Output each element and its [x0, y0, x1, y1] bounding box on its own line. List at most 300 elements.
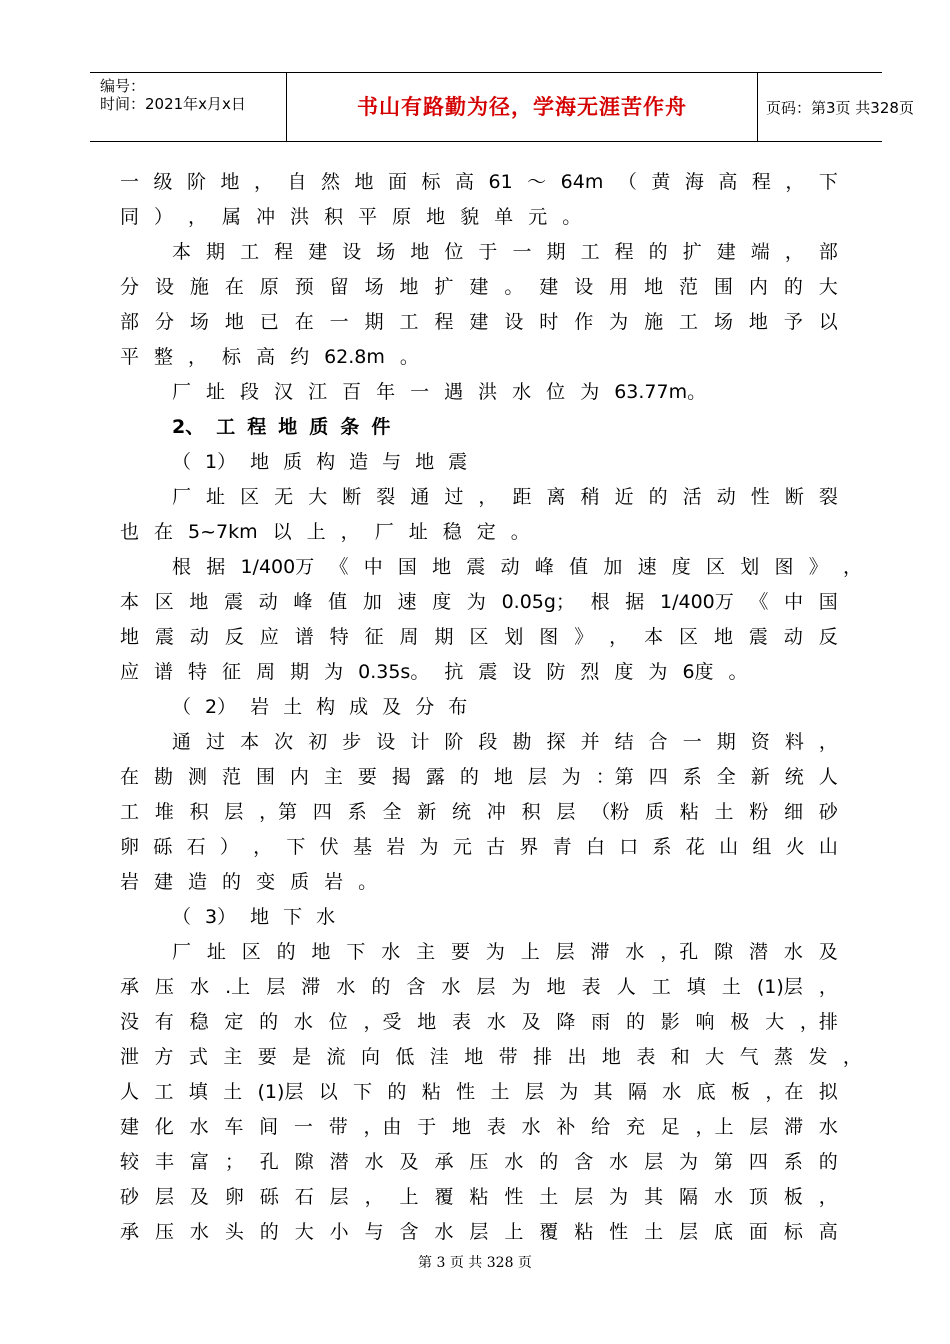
text-token: 带 — [328, 1116, 348, 1138]
text-token: 为 — [324, 661, 344, 683]
text-token: 工 — [240, 241, 260, 263]
text-token: 地 — [250, 451, 270, 473]
text-token: （ — [172, 906, 192, 928]
text-token: 以 — [272, 521, 292, 543]
text-token: 的 — [459, 766, 479, 788]
text-token: 值 — [328, 591, 348, 613]
text-token: 本 — [172, 241, 192, 263]
text-token: 岩 — [250, 696, 270, 718]
text-token: 层 — [329, 1186, 349, 1208]
text-token: 为 — [485, 941, 505, 963]
text-token: 的 — [259, 1011, 279, 1033]
text-token: 本 — [644, 626, 664, 648]
text-token: 勘 — [512, 731, 532, 753]
text-token: 震 — [466, 556, 486, 578]
header-page-cell — [756, 73, 914, 141]
text-token: 水 — [486, 1011, 506, 1033]
text-token: 方 — [154, 1046, 174, 1068]
body-line — [120, 589, 838, 615]
text-token: 影 — [660, 1011, 680, 1033]
text-token: 活 — [682, 486, 702, 508]
text-token: 谱 — [154, 661, 174, 683]
text-token: 带 — [498, 1046, 518, 1068]
text-token: 岩 — [386, 836, 406, 858]
text-token: 稍 — [580, 486, 600, 508]
text-token: ， — [340, 521, 360, 543]
text-token: 响 — [695, 1011, 715, 1033]
text-token: 洪 — [290, 206, 310, 228]
text-token: 合 — [648, 731, 668, 753]
text-token: 上 — [520, 941, 540, 963]
body-line — [120, 1184, 838, 1210]
text-token: 表 — [636, 1046, 656, 1068]
text-token: 地 — [452, 1116, 472, 1138]
text-token: 底 — [696, 1081, 716, 1103]
text-token: 发 — [808, 1046, 828, 1068]
text-token: 是 — [292, 1046, 312, 1068]
body-line — [120, 1219, 838, 1245]
text-token: 土 — [714, 801, 734, 823]
text-token: 层 — [524, 1081, 544, 1103]
time-label: 时间：2021年x月x日 — [100, 95, 246, 113]
text-token: 测 — [187, 766, 207, 788]
text-token: 元 — [452, 836, 472, 858]
text-token: 足 — [660, 1116, 680, 1138]
text-token: 程 — [247, 416, 267, 438]
body-line — [120, 204, 596, 230]
text-token: 层 — [469, 1221, 489, 1243]
body-line — [120, 274, 838, 300]
text-token: 地 — [410, 241, 430, 263]
text-token: 址 — [206, 486, 226, 508]
text-token: 64m — [560, 171, 604, 193]
text-token: 程 — [614, 241, 634, 263]
text-token: 为 — [419, 836, 439, 858]
subsection-heading — [172, 694, 481, 720]
text-token: 稳 — [189, 1011, 209, 1033]
text-token: 岩 — [324, 871, 344, 893]
text-token: 水 — [336, 976, 356, 998]
text-token: ， — [253, 836, 273, 858]
text-token: 扩 — [682, 241, 702, 263]
text-token: 蒸 — [774, 1046, 794, 1068]
text-token: 在 — [154, 521, 174, 543]
body-line — [120, 1114, 838, 1140]
text-token: 层 — [644, 1151, 664, 1173]
text-token: 没 — [120, 1011, 140, 1033]
text-token: 建 — [308, 241, 328, 263]
text-token: 厂 — [172, 941, 192, 963]
text-token: 排 — [533, 1046, 553, 1068]
text-token: （粉 — [591, 801, 630, 823]
text-token: 自 — [287, 171, 307, 193]
page-header — [90, 72, 914, 142]
text-token: 给 — [591, 1116, 611, 1138]
text-token: ，第 — [259, 801, 298, 823]
text-token: 火 — [785, 836, 805, 858]
text-token: 地 — [189, 591, 209, 613]
text-token: 周 — [399, 626, 419, 648]
body-line — [120, 659, 763, 685]
text-token: 隔 — [679, 1186, 699, 1208]
text-token: 系 — [682, 766, 702, 788]
text-token: ， — [785, 171, 805, 193]
text-token: 面 — [388, 171, 408, 193]
text-token: 为 — [679, 1151, 699, 1173]
text-token: 大 — [705, 1046, 725, 1068]
text-token: 区 — [241, 941, 261, 963]
text-token: 平 — [358, 206, 378, 228]
text-token: 水 — [783, 941, 803, 963]
text-token: 及 — [818, 941, 838, 963]
text-token: 动 — [500, 556, 520, 578]
text-token: 《 — [329, 556, 349, 578]
text-token: 层 — [749, 1116, 769, 1138]
text-token: 的 — [222, 871, 242, 893]
text-token: 造 — [188, 871, 208, 893]
text-token: 洪 — [478, 381, 498, 403]
text-token: 区 — [240, 486, 260, 508]
text-token: 于 — [417, 1116, 437, 1138]
text-token: 向 — [360, 1046, 380, 1068]
text-token: 新 — [750, 766, 770, 788]
text-token: 料 — [784, 731, 804, 753]
text-token: 性 — [456, 1081, 476, 1103]
text-token: 予 — [783, 311, 803, 333]
text-token: 土 — [490, 1081, 510, 1103]
text-token: 覆 — [539, 1221, 559, 1243]
text-token: 大 — [294, 1221, 314, 1243]
text-token: 极 — [730, 1011, 750, 1033]
text-token: 板 — [783, 1186, 803, 1208]
text-token: 表 — [486, 1116, 506, 1138]
text-token: 为 — [609, 1186, 629, 1208]
text-token: ，由 — [363, 1116, 402, 1138]
text-token: 雨 — [591, 1011, 611, 1033]
text-token: 也 — [120, 521, 140, 543]
text-token: 主 — [323, 766, 343, 788]
text-token: 水 — [441, 976, 461, 998]
text-token: 水 — [504, 1151, 524, 1173]
text-token: 离 — [546, 486, 566, 508]
body-line — [172, 239, 838, 265]
text-token: 性 — [750, 486, 770, 508]
text-token: 富 — [189, 1151, 209, 1173]
text-token: 烈 — [580, 661, 600, 683]
text-token: 布 — [448, 696, 468, 718]
text-token: 四 — [748, 1151, 768, 1173]
text-token: 山 — [818, 836, 838, 858]
text-token: 区 — [706, 556, 726, 578]
text-token: 隙 — [294, 1151, 314, 1173]
body-line — [120, 1009, 838, 1035]
text-token: 过 — [206, 731, 226, 753]
text-token: 通 — [172, 731, 192, 753]
text-token: 下 — [286, 836, 306, 858]
body-line — [172, 554, 862, 580]
text-token: 标 — [783, 1221, 803, 1243]
text-token: 图 — [774, 556, 794, 578]
text-token: 2、 — [172, 416, 205, 438]
text-token: 震 — [154, 626, 174, 648]
text-token: 地 — [417, 1011, 437, 1033]
text-token: 四 — [648, 766, 668, 788]
text-token: 粉 — [749, 801, 769, 823]
text-token: 与 — [364, 1221, 384, 1243]
text-token: 部 — [818, 241, 838, 263]
text-token: 头 — [224, 1221, 244, 1243]
text-token: (1)层 — [756, 976, 803, 998]
text-token: 白 — [585, 836, 605, 858]
text-token: 工 — [216, 416, 236, 438]
text-token: 貌 — [460, 206, 480, 228]
text-token: 定 — [476, 521, 496, 543]
text-token: .上 — [225, 976, 251, 998]
text-token: 地 — [713, 626, 733, 648]
text-token: 水 — [662, 1081, 682, 1103]
text-token: 1） — [205, 451, 237, 473]
body-line — [120, 869, 392, 895]
text-token: 高 — [718, 171, 738, 193]
text-token: 设 — [504, 311, 524, 333]
text-token: 粘 — [421, 1081, 441, 1103]
subsection-heading — [172, 449, 481, 475]
text-token: 的 — [625, 1011, 645, 1033]
text-token: 滞 — [590, 941, 610, 963]
text-token: 其 — [644, 1186, 664, 1208]
text-token: 泄 — [120, 1046, 140, 1068]
text-token: 山 — [719, 836, 739, 858]
text-token: 场 — [713, 311, 733, 333]
text-token: 积 — [521, 801, 541, 823]
text-token: 细 — [784, 801, 804, 823]
text-token: 地 — [748, 311, 768, 333]
text-token: ， — [478, 486, 498, 508]
text-token: 。 — [510, 521, 530, 543]
text-token: ， — [818, 976, 838, 998]
text-token: 性 — [609, 1221, 629, 1243]
body-line — [120, 834, 838, 860]
text-token: 水 — [316, 906, 336, 928]
text-token: 土 — [644, 1221, 664, 1243]
text-token: 大 — [308, 486, 328, 508]
text-token: 层 — [574, 1186, 594, 1208]
text-token: 化 — [154, 1116, 174, 1138]
text-token: 设 — [342, 241, 362, 263]
text-token: 主 — [223, 1046, 243, 1068]
text-token: 并 — [580, 731, 600, 753]
text-token: 工 — [651, 976, 671, 998]
text-token: 一 — [682, 731, 702, 753]
text-token: 花 — [685, 836, 705, 858]
text-token: 潜 — [329, 1151, 349, 1173]
text-token: 资 — [750, 731, 770, 753]
text-token: ； — [224, 1151, 244, 1173]
text-token: 厂 — [172, 381, 192, 403]
text-token: 设 — [154, 276, 174, 298]
text-token: 。 — [504, 276, 524, 298]
text-token: ， — [609, 626, 629, 648]
text-token: 主 — [416, 941, 436, 963]
text-token: ， — [188, 346, 208, 368]
text-token: 期 — [434, 626, 454, 648]
text-token: 一 — [120, 171, 140, 193]
text-token: 一 — [410, 381, 430, 403]
text-token: 造 — [349, 451, 369, 473]
text-token: 以 — [318, 1081, 338, 1103]
text-token: 出 — [567, 1046, 587, 1068]
text-token: 国 — [818, 591, 838, 613]
text-token: 地 — [644, 276, 664, 298]
text-token: 为 — [648, 661, 668, 683]
text-token: 上 — [306, 521, 326, 543]
text-token: 反 — [224, 626, 244, 648]
text-token: 工 — [580, 241, 600, 263]
text-token: 补 — [556, 1116, 576, 1138]
text-token: 露 — [425, 766, 445, 788]
text-token: 地 — [250, 906, 270, 928]
text-token: 表 — [581, 976, 601, 998]
text-token: ， — [842, 1046, 862, 1068]
text-token: 区 — [679, 626, 699, 648]
text-token: ， — [842, 556, 862, 578]
motto-text: 书山有路勤为径，学海无涯苦作舟 — [357, 95, 687, 119]
text-token: 。 — [728, 661, 748, 683]
text-token: 水 — [189, 1116, 209, 1138]
text-token: 建 — [716, 241, 736, 263]
text-token: 在 — [224, 276, 244, 298]
text-token: 层 — [556, 801, 576, 823]
text-token: 地 — [399, 276, 419, 298]
body-line — [172, 484, 838, 510]
text-token: 粘 — [679, 801, 699, 823]
text-token: 表 — [452, 1011, 472, 1033]
text-token: 标 — [421, 171, 441, 193]
text-token: 裂 — [818, 486, 838, 508]
text-token: 约 — [290, 346, 310, 368]
text-token: 石 — [294, 1186, 314, 1208]
text-token: 小 — [329, 1221, 349, 1243]
text-token: 结 — [614, 731, 634, 753]
text-token: 件 — [371, 416, 391, 438]
text-token: 为 — [559, 1081, 579, 1103]
text-token: 水 — [625, 941, 645, 963]
text-token: ） — [219, 836, 239, 858]
text-token: 工 — [679, 311, 699, 333]
text-token: 内 — [748, 276, 768, 298]
text-token: 土 — [539, 1186, 559, 1208]
text-token: ， — [364, 1186, 384, 1208]
text-token: 1/400万 — [240, 556, 315, 578]
text-token: 周 — [256, 661, 276, 683]
text-token: 冲 — [486, 801, 506, 823]
text-token: 中 — [363, 556, 383, 578]
text-token: 地 — [432, 556, 452, 578]
text-token: 间 — [259, 1116, 279, 1138]
text-token: 层 — [555, 941, 575, 963]
text-token: 伏 — [319, 836, 339, 858]
text-token: 速 — [637, 556, 657, 578]
body-line — [120, 344, 434, 370]
text-token: 场 — [364, 276, 384, 298]
text-token: 震 — [448, 451, 468, 473]
text-token: 场 — [376, 241, 396, 263]
text-token: 和 — [670, 1046, 690, 1068]
text-token: 加 — [362, 591, 382, 613]
text-token: ，排 — [799, 1011, 838, 1033]
text-token: 建 — [469, 311, 489, 333]
text-token: 动 — [189, 626, 209, 648]
text-token: 砾 — [153, 836, 173, 858]
text-token: ） — [154, 206, 174, 228]
text-token: 期 — [290, 661, 310, 683]
body-line — [172, 729, 838, 755]
text-token: 洼 — [429, 1046, 449, 1068]
text-token: 度 — [671, 556, 691, 578]
text-token: 端 — [750, 241, 770, 263]
text-token: 覆 — [434, 1186, 454, 1208]
text-token: 积 — [324, 206, 344, 228]
text-token: 填 — [686, 976, 706, 998]
text-token: 的 — [387, 1081, 407, 1103]
text-token: 根 — [172, 556, 192, 578]
text-token: 水 — [521, 1116, 541, 1138]
text-token: 速 — [397, 591, 417, 613]
text-token: 水 — [713, 1186, 733, 1208]
text-token: 位 — [444, 241, 464, 263]
text-token: 组 — [752, 836, 772, 858]
text-token: 构 — [316, 696, 336, 718]
text-token: 新 — [417, 801, 437, 823]
text-token: 地 — [220, 171, 240, 193]
text-token: 《 — [749, 591, 769, 613]
text-token: 地 — [546, 976, 566, 998]
text-token: 顶 — [748, 1186, 768, 1208]
text-token: 元 — [528, 206, 548, 228]
text-token: 无 — [274, 486, 294, 508]
text-token: 古 — [486, 836, 506, 858]
text-token: 下 — [346, 941, 366, 963]
body-line — [120, 519, 545, 545]
text-token: 滞 — [301, 976, 321, 998]
text-token: 界 — [519, 836, 539, 858]
text-token: 度 — [432, 591, 452, 613]
text-token: 板 — [731, 1081, 751, 1103]
text-token: 为 — [561, 766, 581, 788]
text-token: 地 — [120, 626, 140, 648]
text-token: 填 — [188, 1081, 208, 1103]
text-token: 同 — [120, 206, 140, 228]
text-token: 原 — [392, 206, 412, 228]
text-token: 期 — [364, 311, 384, 333]
text-token: 的 — [539, 1151, 559, 1173]
text-token: 水 — [381, 941, 401, 963]
text-token: 及 — [399, 1151, 419, 1173]
text-token: 下 — [353, 1081, 373, 1103]
text-token: 岩 — [120, 871, 140, 893]
text-token: 地 — [426, 206, 446, 228]
text-token: 质 — [644, 801, 664, 823]
text-token: 范 — [221, 766, 241, 788]
text-token: 峰 — [293, 591, 313, 613]
text-token: 系 — [783, 1151, 803, 1173]
text-token: 人 — [818, 766, 838, 788]
text-token: 压 — [469, 1151, 489, 1173]
body-line — [120, 764, 838, 790]
text-token: 设 — [376, 731, 396, 753]
text-token: 扩 — [434, 276, 454, 298]
text-token: 期 — [716, 731, 736, 753]
